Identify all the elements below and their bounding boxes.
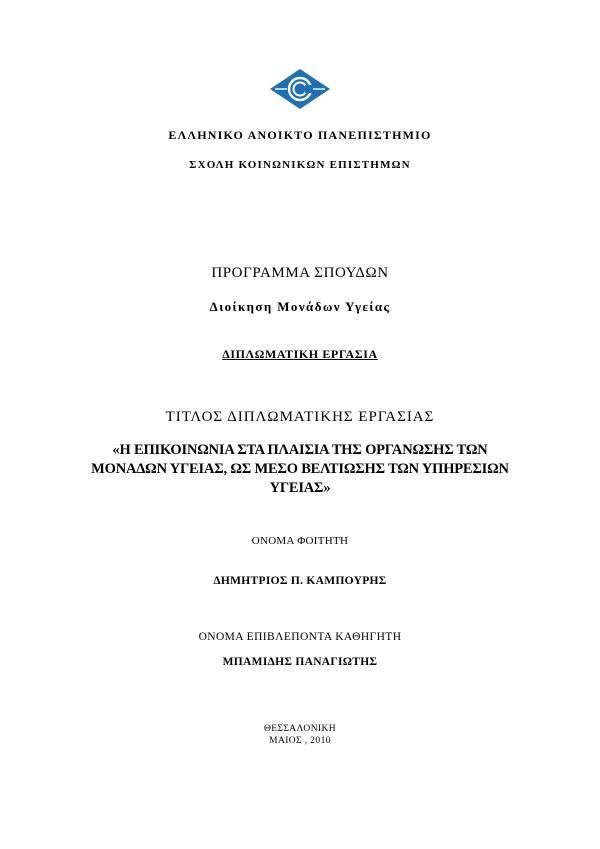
thesis-title-line: ΜΟΝΑΔΩΝ ΥΓΕΙΑΣ, ΩΣ ΜΕΣΟ ΒΕΛΤΙΩΣΗΣ ΤΩΝ ΥΠΗΡΕΣΙΩΝ <box>91 461 509 477</box>
thesis-title-line: ΥΓΕΙΑΣ» <box>269 480 331 496</box>
university-logo-icon <box>269 68 331 110</box>
document-type: ΔΙΠΛΩΜΑΤΙΚΗ ΕΡΓΑΣΙΑ <box>222 347 378 361</box>
thesis-title-label: ΤΙΤΛΟΣ ΔΙΠΛΩΜΑΤΙΚΗΣ ΕΡΓΑΣΙΑΣ <box>165 409 435 425</box>
student-label: ΟΝΟΜΑ ΦΟΙΤΗΤΗ <box>251 535 349 547</box>
program-label: ΠΡΟΓΡΑΜΜΑ ΣΠΟΥΔΩΝ <box>211 265 389 281</box>
school-name: ΣΧΟΛΗ ΚΟΙΝΩΝΙΚΩΝ ΕΠΙΣΤΗΜΩΝ <box>189 159 411 171</box>
university-name: ΕΛΛΗΝΙΚΟ ΑΝΟΙΚΤΟ ΠΑΝΕΠΙΣΤΗΜΙΟ <box>168 128 432 142</box>
city: ΘΕΣΣΑΛΟΝΙΚΗ <box>263 724 337 734</box>
thesis-title <box>0 441 600 498</box>
supervisor-name: ΜΠΑΜΙΔΗΣ ΠΑΝΑΓΙΩΤΗΣ <box>222 656 378 668</box>
supervisor-label: ΟΝΟΜΑ ΕΠΙΒΛΕΠΟΝΤΑ ΚΑΘΗΓΗΤΗ <box>198 631 402 643</box>
student-name: ΔΗΜΗΤΡΙΟΣ Π. ΚΑΜΠΟΥΡΗΣ <box>213 575 387 587</box>
program-name: Διοίκηση Μονάδων Υγείας <box>209 299 391 314</box>
thesis-title-line: «Η ΕΠΙΚΟΙΝΩΝΙΑ ΣΤΑ ΠΛΑΙΣΙΑ ΤΗΣ ΟΡΓΑΝΩΣΗΣ ΤΩΝ <box>112 442 488 458</box>
date: ΜΑΙΟΣ , 2010 <box>269 736 331 746</box>
